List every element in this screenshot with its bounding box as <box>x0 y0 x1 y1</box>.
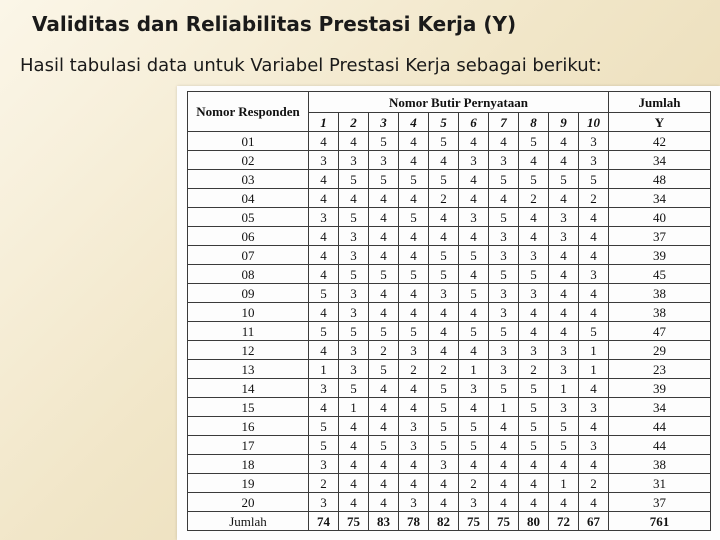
row-total: 34 <box>609 151 711 170</box>
score-cell: 3 <box>309 455 339 474</box>
score-cell: 5 <box>459 322 489 341</box>
row-total: 47 <box>609 322 711 341</box>
score-cell: 3 <box>489 227 519 246</box>
score-cell: 4 <box>489 493 519 512</box>
score-cell: 3 <box>579 398 609 417</box>
score-cell: 3 <box>429 455 459 474</box>
footer-row <box>188 512 711 531</box>
score-cell: 5 <box>459 417 489 436</box>
data-table <box>187 91 711 531</box>
table-row <box>188 303 711 322</box>
score-cell: 3 <box>399 341 429 360</box>
score-cell: 4 <box>579 493 609 512</box>
score-cell: 5 <box>579 322 609 341</box>
score-cell: 4 <box>459 398 489 417</box>
score-cell: 4 <box>549 189 579 208</box>
score-cell: 5 <box>369 322 399 341</box>
column-total: 72 <box>549 512 579 531</box>
respondent-number: 02 <box>188 151 309 170</box>
score-cell: 4 <box>459 303 489 322</box>
header-item-number: 4 <box>399 113 429 132</box>
column-total: 82 <box>429 512 459 531</box>
score-cell: 5 <box>399 265 429 284</box>
row-total: 39 <box>609 246 711 265</box>
footer-label: Jumlah <box>188 512 309 531</box>
score-cell: 3 <box>489 151 519 170</box>
respondent-number: 09 <box>188 284 309 303</box>
score-cell: 4 <box>369 284 399 303</box>
score-cell: 3 <box>459 493 489 512</box>
table-row <box>188 208 711 227</box>
header-total-sub: Y <box>609 113 711 132</box>
table-row <box>188 379 711 398</box>
score-cell: 3 <box>369 151 399 170</box>
score-cell: 1 <box>549 379 579 398</box>
score-cell: 4 <box>459 189 489 208</box>
score-cell: 4 <box>369 303 399 322</box>
score-cell: 3 <box>339 360 369 379</box>
respondent-number: 01 <box>188 132 309 151</box>
score-cell: 5 <box>489 208 519 227</box>
score-cell: 3 <box>399 436 429 455</box>
table-row <box>188 493 711 512</box>
row-total: 44 <box>609 436 711 455</box>
score-cell: 4 <box>549 455 579 474</box>
score-cell: 4 <box>519 151 549 170</box>
score-cell: 3 <box>399 493 429 512</box>
score-cell: 3 <box>399 417 429 436</box>
score-cell: 4 <box>519 227 549 246</box>
score-cell: 4 <box>519 455 549 474</box>
table-row <box>188 170 711 189</box>
score-cell: 2 <box>369 341 399 360</box>
score-cell: 4 <box>519 322 549 341</box>
score-cell: 4 <box>339 493 369 512</box>
respondent-number: 06 <box>188 227 309 246</box>
score-cell: 3 <box>339 151 369 170</box>
column-total: 75 <box>459 512 489 531</box>
header-item-number: 7 <box>489 113 519 132</box>
score-cell: 4 <box>459 341 489 360</box>
score-cell: 5 <box>519 436 549 455</box>
score-cell: 4 <box>309 227 339 246</box>
score-cell: 3 <box>489 303 519 322</box>
score-cell: 2 <box>429 189 459 208</box>
score-cell: 4 <box>579 284 609 303</box>
respondent-number: 08 <box>188 265 309 284</box>
score-cell: 5 <box>399 322 429 341</box>
table-row <box>188 455 711 474</box>
column-total: 75 <box>489 512 519 531</box>
score-cell: 4 <box>369 455 399 474</box>
score-cell: 5 <box>549 170 579 189</box>
score-cell: 5 <box>519 379 549 398</box>
score-cell: 5 <box>399 170 429 189</box>
header-item-number: 9 <box>549 113 579 132</box>
score-cell: 5 <box>519 132 549 151</box>
score-cell: 3 <box>459 379 489 398</box>
table-row <box>188 474 711 493</box>
score-cell: 5 <box>369 436 399 455</box>
score-cell: 3 <box>579 151 609 170</box>
score-cell: 4 <box>429 303 459 322</box>
header-row-1 <box>188 92 711 113</box>
score-cell: 5 <box>489 170 519 189</box>
header-item-number: 5 <box>429 113 459 132</box>
respondent-number: 14 <box>188 379 309 398</box>
score-cell: 4 <box>309 265 339 284</box>
header-items: Nomor Butir Pernyataan <box>309 92 609 113</box>
score-cell: 3 <box>339 246 369 265</box>
score-cell: 5 <box>339 208 369 227</box>
score-cell: 4 <box>309 132 339 151</box>
table-row <box>188 132 711 151</box>
score-cell: 4 <box>339 436 369 455</box>
score-cell: 5 <box>579 170 609 189</box>
respondent-number: 04 <box>188 189 309 208</box>
score-cell: 4 <box>579 208 609 227</box>
score-cell: 2 <box>399 360 429 379</box>
score-cell: 4 <box>399 227 429 246</box>
score-cell: 3 <box>549 360 579 379</box>
column-total: 67 <box>579 512 609 531</box>
score-cell: 3 <box>339 284 369 303</box>
score-cell: 5 <box>339 379 369 398</box>
score-cell: 4 <box>549 151 579 170</box>
score-cell: 3 <box>519 341 549 360</box>
score-cell: 3 <box>579 436 609 455</box>
score-cell: 4 <box>459 132 489 151</box>
respondent-number: 12 <box>188 341 309 360</box>
score-cell: 4 <box>489 132 519 151</box>
row-total: 37 <box>609 493 711 512</box>
table-row <box>188 322 711 341</box>
score-cell: 5 <box>429 132 459 151</box>
score-cell: 4 <box>399 398 429 417</box>
score-cell: 5 <box>339 265 369 284</box>
score-cell: 3 <box>309 208 339 227</box>
score-cell: 4 <box>549 246 579 265</box>
score-cell: 4 <box>339 132 369 151</box>
table-row <box>188 417 711 436</box>
score-cell: 4 <box>369 474 399 493</box>
score-cell: 4 <box>429 493 459 512</box>
column-total: 74 <box>309 512 339 531</box>
column-total: 80 <box>519 512 549 531</box>
header-item-number: 2 <box>339 113 369 132</box>
score-cell: 5 <box>429 246 459 265</box>
score-cell: 3 <box>489 284 519 303</box>
table-row <box>188 227 711 246</box>
score-cell: 4 <box>399 189 429 208</box>
respondent-number: 05 <box>188 208 309 227</box>
score-cell: 4 <box>309 170 339 189</box>
respondent-number: 17 <box>188 436 309 455</box>
score-cell: 2 <box>309 474 339 493</box>
score-cell: 5 <box>489 379 519 398</box>
row-total: 38 <box>609 284 711 303</box>
score-cell: 4 <box>429 322 459 341</box>
score-cell: 5 <box>459 436 489 455</box>
respondent-number: 11 <box>188 322 309 341</box>
row-total: 38 <box>609 455 711 474</box>
score-cell: 4 <box>399 151 429 170</box>
score-cell: 4 <box>339 455 369 474</box>
respondent-number: 03 <box>188 170 309 189</box>
score-cell: 3 <box>309 151 339 170</box>
column-total: 75 <box>339 512 369 531</box>
score-cell: 4 <box>489 436 519 455</box>
score-cell: 2 <box>459 474 489 493</box>
row-total: 23 <box>609 360 711 379</box>
row-total: 48 <box>609 170 711 189</box>
score-cell: 4 <box>369 227 399 246</box>
score-cell: 3 <box>549 341 579 360</box>
score-cell: 4 <box>579 246 609 265</box>
score-cell: 4 <box>399 303 429 322</box>
score-cell: 5 <box>549 417 579 436</box>
score-cell: 3 <box>489 341 519 360</box>
score-cell: 4 <box>579 417 609 436</box>
score-cell: 5 <box>369 360 399 379</box>
score-cell: 5 <box>339 322 369 341</box>
score-cell: 4 <box>489 455 519 474</box>
score-cell: 4 <box>309 341 339 360</box>
score-cell: 4 <box>369 417 399 436</box>
score-cell: 3 <box>429 284 459 303</box>
score-cell: 4 <box>459 227 489 246</box>
score-cell: 3 <box>579 265 609 284</box>
score-cell: 5 <box>429 170 459 189</box>
score-cell: 5 <box>309 284 339 303</box>
respondent-number: 13 <box>188 360 309 379</box>
score-cell: 3 <box>339 341 369 360</box>
column-total: 83 <box>369 512 399 531</box>
score-cell: 4 <box>459 170 489 189</box>
header-total: Jumlah <box>609 92 711 113</box>
score-cell: 4 <box>399 284 429 303</box>
respondent-number: 07 <box>188 246 309 265</box>
score-cell: 5 <box>549 436 579 455</box>
score-cell: 5 <box>309 436 339 455</box>
score-cell: 5 <box>429 379 459 398</box>
score-cell: 4 <box>549 265 579 284</box>
score-cell: 2 <box>519 189 549 208</box>
row-total: 31 <box>609 474 711 493</box>
score-cell: 4 <box>369 379 399 398</box>
score-cell: 5 <box>489 322 519 341</box>
table-row <box>188 360 711 379</box>
row-total: 40 <box>609 208 711 227</box>
score-cell: 4 <box>549 303 579 322</box>
score-cell: 4 <box>519 208 549 227</box>
score-cell: 5 <box>519 417 549 436</box>
score-cell: 4 <box>429 474 459 493</box>
respondent-number: 10 <box>188 303 309 322</box>
score-cell: 5 <box>519 398 549 417</box>
table-row <box>188 246 711 265</box>
score-cell: 5 <box>459 284 489 303</box>
respondent-number: 20 <box>188 493 309 512</box>
score-cell: 4 <box>579 455 609 474</box>
score-cell: 4 <box>399 132 429 151</box>
table-row <box>188 284 711 303</box>
score-cell: 3 <box>549 208 579 227</box>
score-cell: 4 <box>309 246 339 265</box>
header-item-number: 6 <box>459 113 489 132</box>
respondent-number: 19 <box>188 474 309 493</box>
score-cell: 4 <box>429 227 459 246</box>
row-total: 29 <box>609 341 711 360</box>
row-total: 42 <box>609 132 711 151</box>
score-cell: 4 <box>579 227 609 246</box>
table-row <box>188 436 711 455</box>
table-row <box>188 265 711 284</box>
score-cell: 5 <box>339 170 369 189</box>
respondent-number: 16 <box>188 417 309 436</box>
score-cell: 4 <box>459 455 489 474</box>
score-cell: 4 <box>519 474 549 493</box>
score-cell: 1 <box>579 360 609 379</box>
score-cell: 3 <box>339 227 369 246</box>
score-cell: 5 <box>369 265 399 284</box>
header-item-number: 8 <box>519 113 549 132</box>
header-respondent: Nomor Responden <box>188 92 309 132</box>
score-cell: 3 <box>549 398 579 417</box>
grand-total: 761 <box>609 512 711 531</box>
score-cell: 4 <box>309 189 339 208</box>
score-cell: 5 <box>429 417 459 436</box>
score-cell: 4 <box>549 493 579 512</box>
score-cell: 4 <box>549 322 579 341</box>
score-cell: 4 <box>399 246 429 265</box>
header-item-number: 10 <box>579 113 609 132</box>
row-total: 44 <box>609 417 711 436</box>
score-cell: 5 <box>369 170 399 189</box>
score-cell: 3 <box>549 227 579 246</box>
row-total: 37 <box>609 227 711 246</box>
score-cell: 4 <box>519 493 549 512</box>
score-cell: 3 <box>579 132 609 151</box>
score-cell: 1 <box>579 341 609 360</box>
table-row <box>188 398 711 417</box>
score-cell: 1 <box>459 360 489 379</box>
score-cell: 4 <box>369 189 399 208</box>
row-total: 39 <box>609 379 711 398</box>
slide-subtitle: Hasil tabulasi data untuk Variabel Prestasi Kerja sebagai berikut: <box>20 55 602 76</box>
score-cell: 3 <box>489 360 519 379</box>
respondent-number: 18 <box>188 455 309 474</box>
score-cell: 4 <box>489 417 519 436</box>
score-cell: 3 <box>309 379 339 398</box>
score-cell: 5 <box>429 265 459 284</box>
score-cell: 4 <box>339 417 369 436</box>
score-cell: 3 <box>519 246 549 265</box>
score-cell: 3 <box>459 151 489 170</box>
score-cell: 4 <box>399 474 429 493</box>
score-cell: 5 <box>429 398 459 417</box>
table-row <box>188 189 711 208</box>
score-cell: 1 <box>549 474 579 493</box>
score-cell: 4 <box>369 246 399 265</box>
score-cell: 4 <box>459 265 489 284</box>
score-cell: 1 <box>309 360 339 379</box>
score-cell: 5 <box>429 436 459 455</box>
column-total: 78 <box>399 512 429 531</box>
score-cell: 5 <box>369 132 399 151</box>
score-cell: 5 <box>459 246 489 265</box>
score-cell: 2 <box>429 360 459 379</box>
score-cell: 3 <box>459 208 489 227</box>
score-cell: 4 <box>429 341 459 360</box>
score-cell: 3 <box>339 303 369 322</box>
score-cell: 5 <box>309 417 339 436</box>
score-cell: 5 <box>399 208 429 227</box>
score-cell: 4 <box>429 151 459 170</box>
table-body <box>188 132 711 512</box>
header-item-number: 1 <box>309 113 339 132</box>
score-cell: 4 <box>579 379 609 398</box>
score-cell: 4 <box>549 284 579 303</box>
score-cell: 4 <box>339 189 369 208</box>
row-total: 45 <box>609 265 711 284</box>
score-cell: 1 <box>489 398 519 417</box>
score-cell: 2 <box>519 360 549 379</box>
score-cell: 4 <box>579 303 609 322</box>
score-cell: 2 <box>579 189 609 208</box>
score-cell: 4 <box>309 303 339 322</box>
score-cell: 4 <box>369 398 399 417</box>
score-cell: 5 <box>309 322 339 341</box>
score-cell: 5 <box>519 265 549 284</box>
score-cell: 4 <box>399 455 429 474</box>
table-panel <box>177 86 720 540</box>
respondent-number: 15 <box>188 398 309 417</box>
score-cell: 2 <box>579 474 609 493</box>
slide-title: Validitas dan Reliabilitas Prestasi Kerja (Y) <box>32 12 517 36</box>
score-cell: 4 <box>549 132 579 151</box>
score-cell: 5 <box>489 265 519 284</box>
row-total: 34 <box>609 398 711 417</box>
header-item-number: 3 <box>369 113 399 132</box>
score-cell: 4 <box>429 208 459 227</box>
score-cell: 4 <box>489 189 519 208</box>
score-cell: 4 <box>519 303 549 322</box>
score-cell: 4 <box>369 208 399 227</box>
score-cell: 4 <box>489 474 519 493</box>
row-total: 34 <box>609 189 711 208</box>
score-cell: 3 <box>309 493 339 512</box>
score-cell: 4 <box>339 474 369 493</box>
row-total: 38 <box>609 303 711 322</box>
table-row <box>188 341 711 360</box>
score-cell: 4 <box>369 493 399 512</box>
table-row <box>188 151 711 170</box>
score-cell: 3 <box>519 284 549 303</box>
score-cell: 4 <box>309 398 339 417</box>
score-cell: 3 <box>489 246 519 265</box>
score-cell: 5 <box>519 170 549 189</box>
score-cell: 4 <box>399 379 429 398</box>
score-cell: 1 <box>339 398 369 417</box>
